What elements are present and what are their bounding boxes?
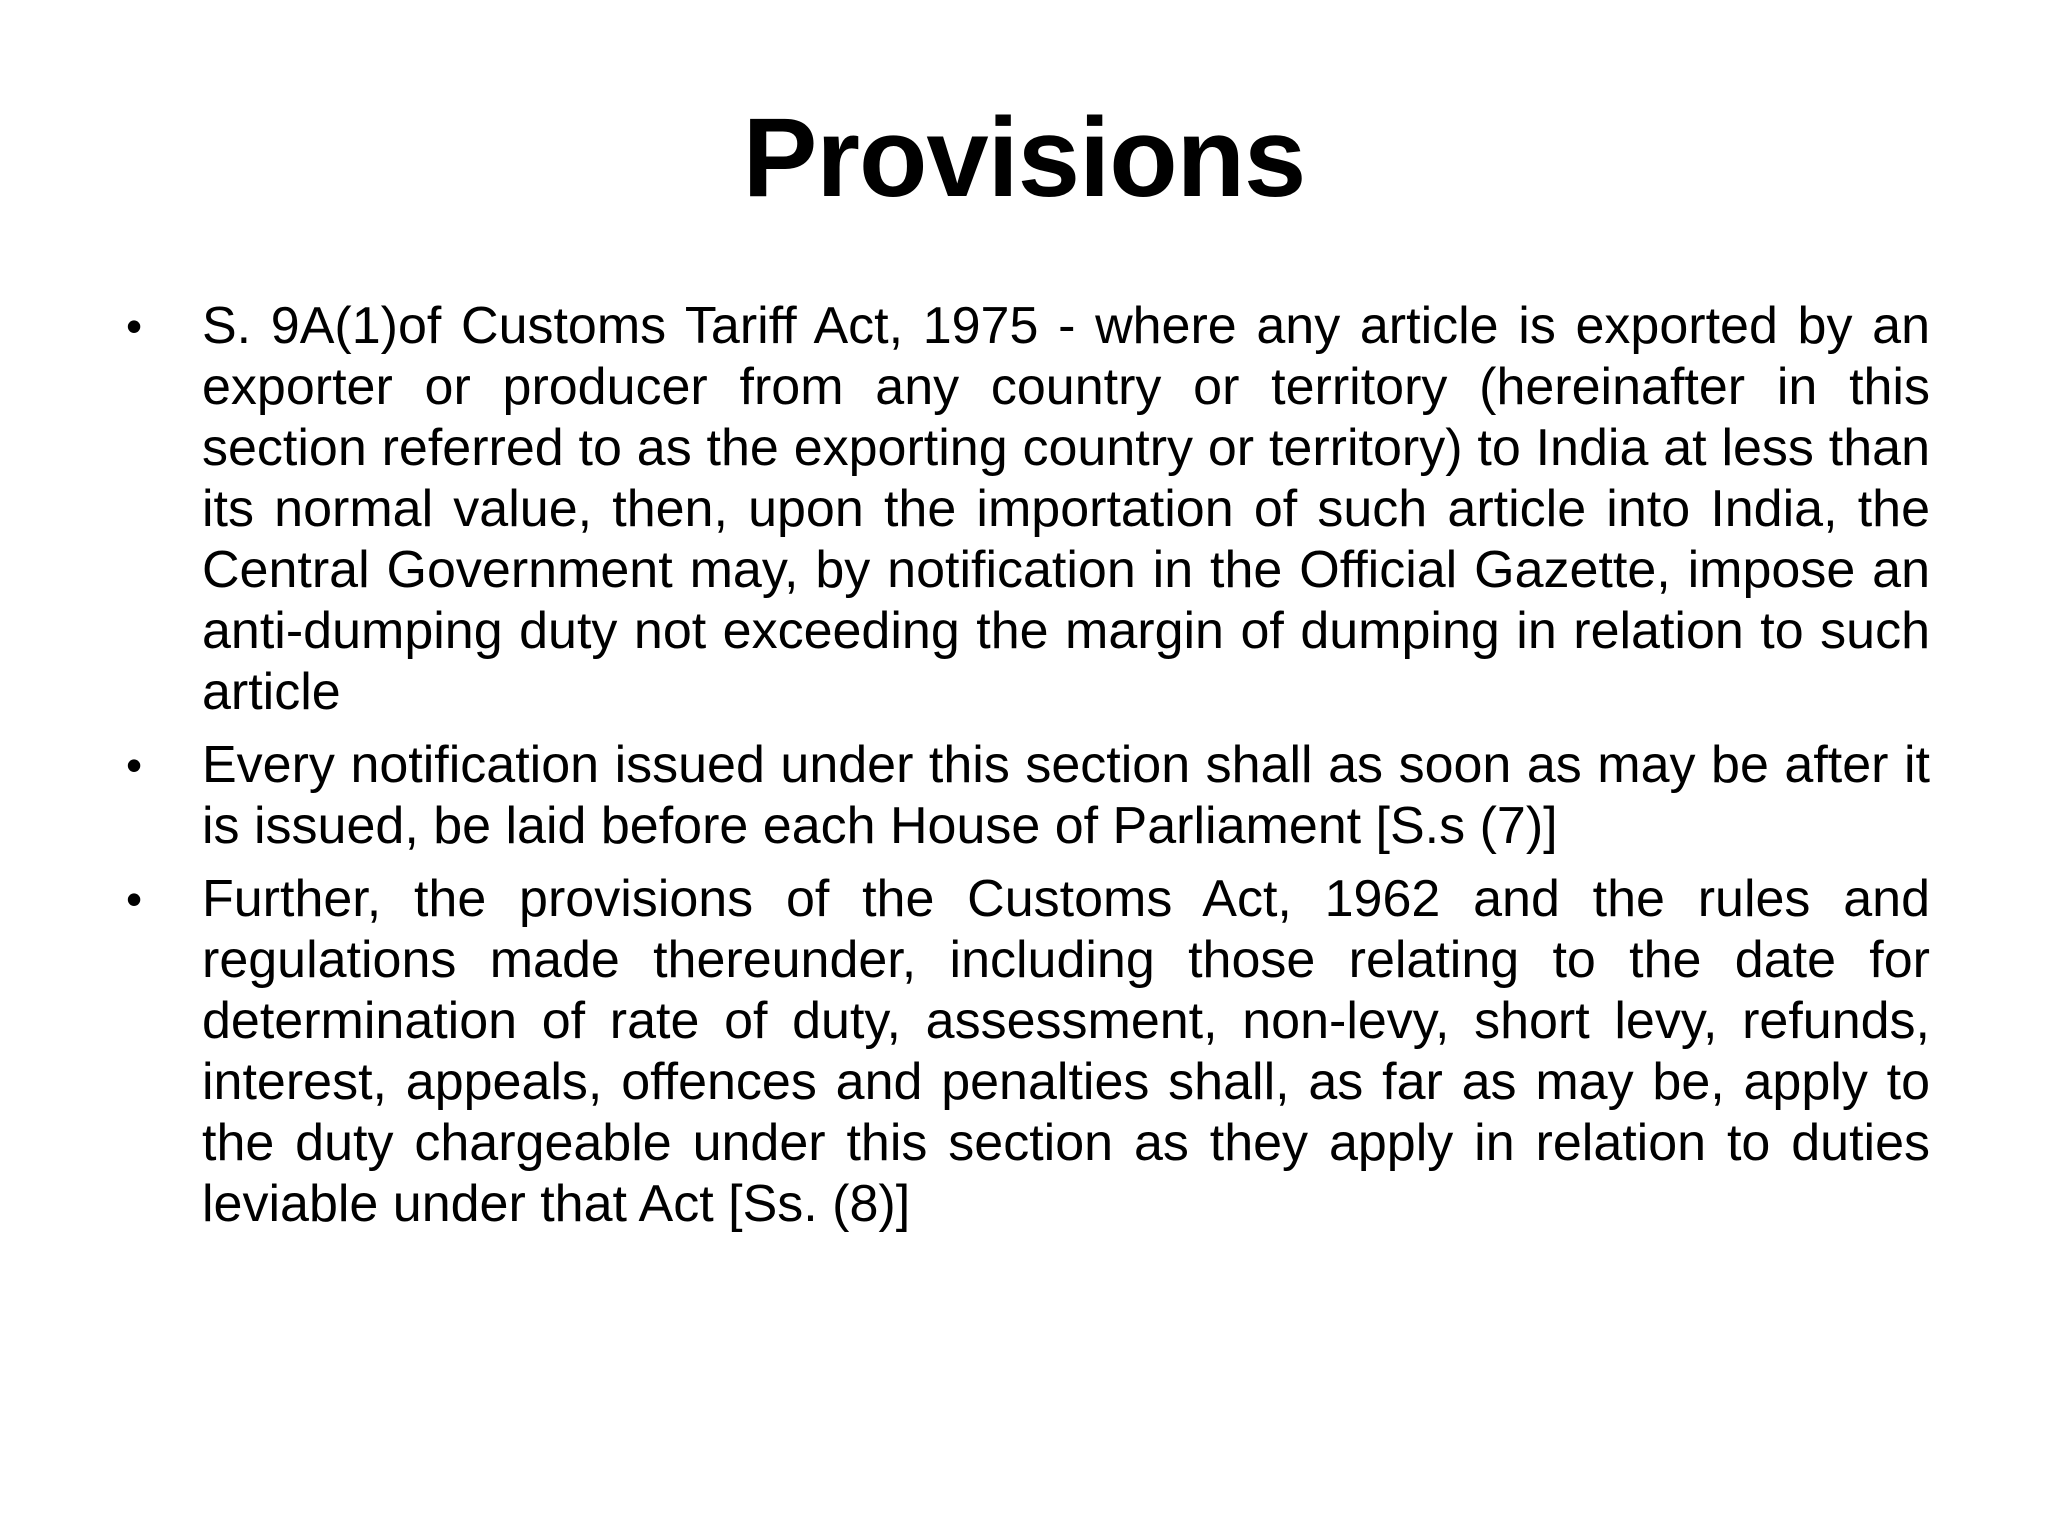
bullet-icon: • [126,739,143,791]
bullet-text: S. 9A(1)of Customs Tariff Act, 1975 - where any article is exported by an exporter or producer from any country or territory (hereinafter in this section referred to as the exporting country or territory) to India at less than its normal value, then, upon the importation of such article into India, the Central Government may, by notification in the Official Gazette, impose an anti-dumping duty not exceeding the margin of dumping in relation to such article [202,297,1930,721]
bullet-item [120,869,1930,1235]
slide-title: Provisions [742,95,1306,220]
bullet-list [120,296,1930,1247]
bullet-text: Every notification issued under this section shall as soon as may be after it is issued, be laid before each House of Parliament [S.s (7)] [202,736,1930,855]
bullet-item [120,296,1930,723]
bullet-icon: • [126,873,143,925]
bullet-item [120,735,1930,857]
bullet-icon: • [126,300,143,352]
bullet-text: Further, the provisions of the Customs Act, 1962 and the rules and regulations made thereunder, including those relating to the date for determination of rate of duty, assessment, non-levy, short levy, refunds, interest, appeals, offences and penalties shall, as far as may be, apply to the duty chargeable under this section as they apply in relation to duties leviable under that Act [Ss. (8)] [202,870,1930,1233]
